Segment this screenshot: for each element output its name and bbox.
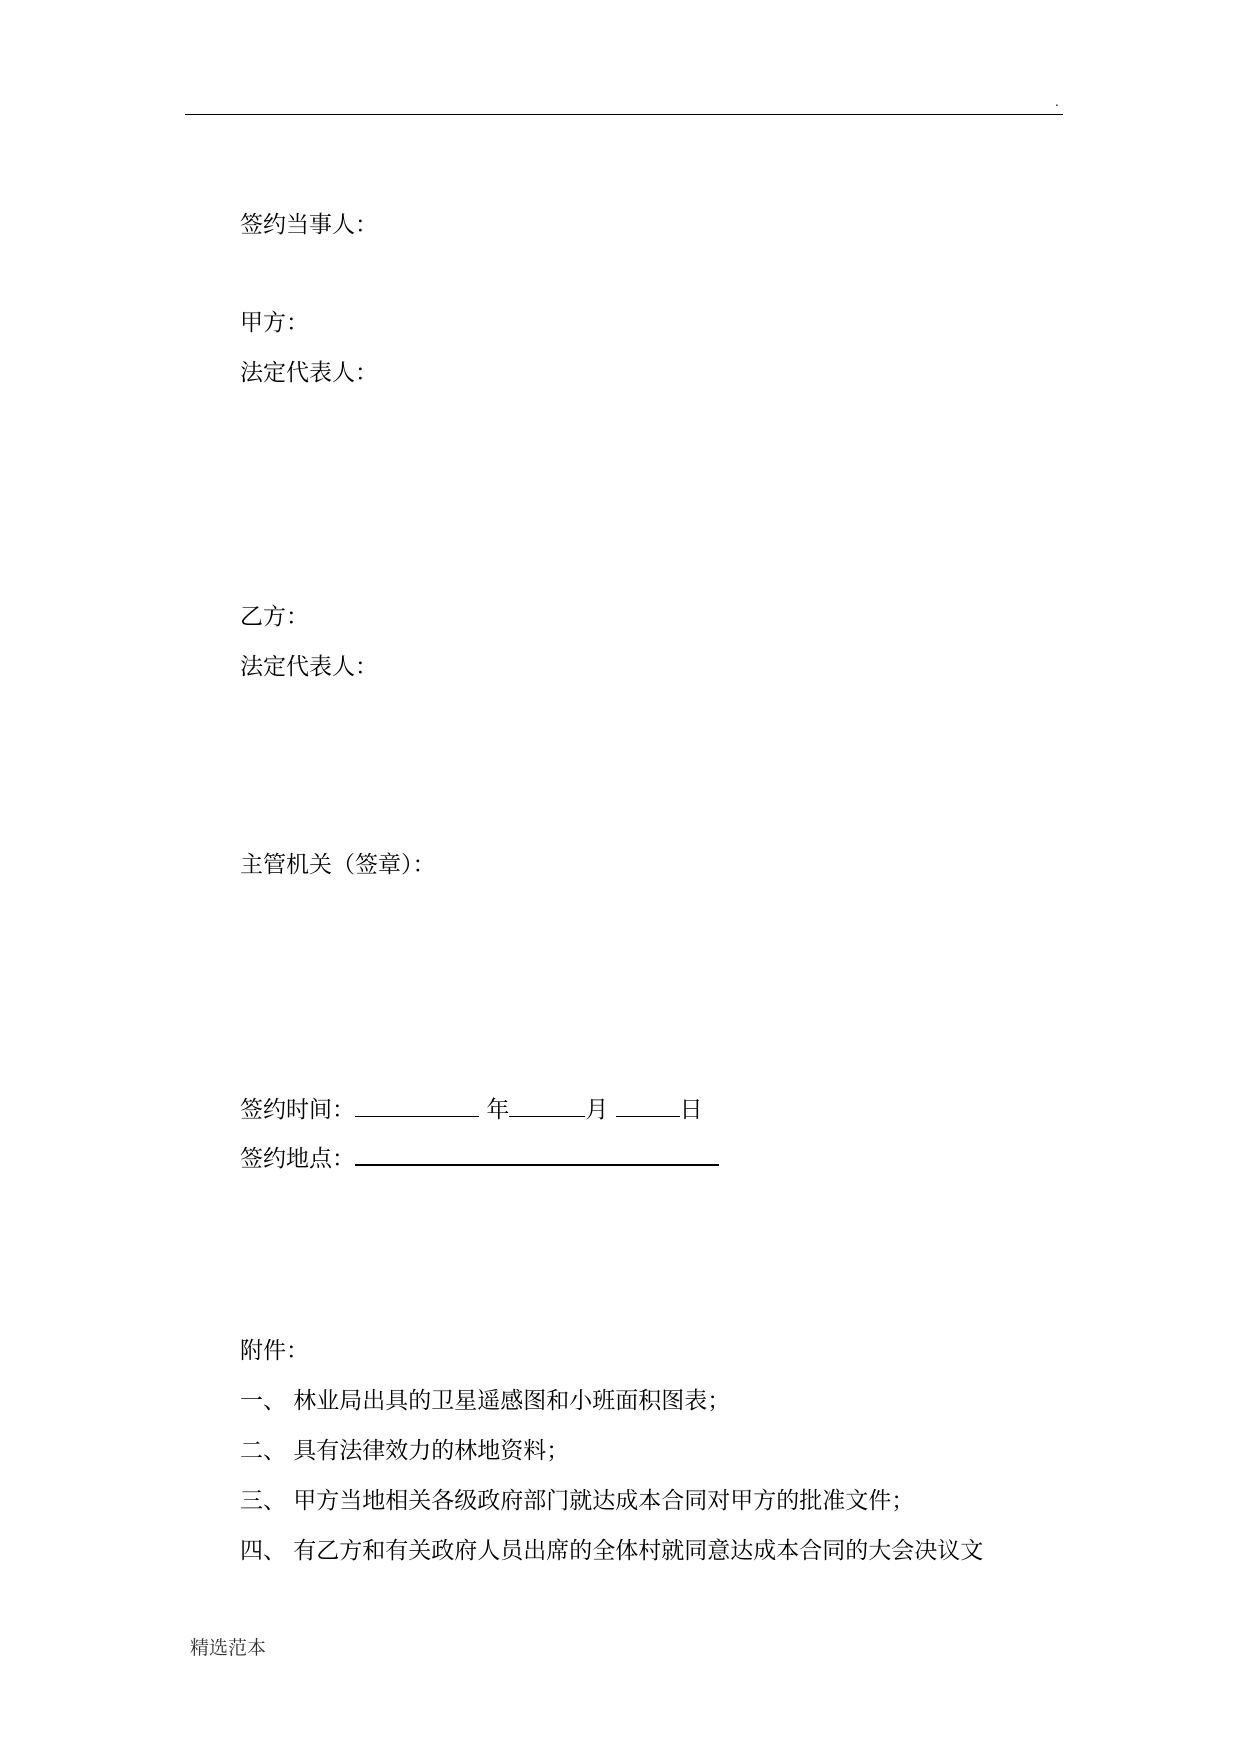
party-a-representative-label: 法定代表人： (240, 360, 378, 386)
signing-time-label: 签约时间： (240, 1097, 355, 1123)
footer-label: 精选范本 (190, 1637, 267, 1659)
header-rule (185, 114, 1063, 115)
attachment-item: 三、 甲方当地相关各级政府部门就达成本合同对甲方的批准文件； (240, 1488, 915, 1514)
attachment-item: 二、 具有法律效力的林地资料； (240, 1438, 570, 1464)
day-label: 日 (679, 1097, 703, 1123)
header-dot: . (1055, 95, 1059, 109)
year-label: 年 (486, 1097, 510, 1123)
party-b-label: 乙方： (240, 604, 309, 630)
month-label: 月 (585, 1097, 609, 1123)
signing-place-label: 签约地点： (240, 1146, 355, 1172)
party-a-label: 甲方： (240, 310, 309, 336)
authority-seal-label: 主管机关（签章）： (240, 852, 436, 878)
attachments-label: 附件： (240, 1338, 309, 1364)
year-blank[interactable] (355, 1094, 479, 1117)
signing-place-row (240, 1142, 719, 1174)
place-blank[interactable] (355, 1142, 719, 1166)
month-blank[interactable] (509, 1094, 585, 1117)
attachment-item: 四、 有乙方和有关政府人员出席的全体村就同意达成本合同的大会决议文 (240, 1538, 984, 1564)
signing-time-row (240, 1094, 703, 1125)
attachment-item: 一、 林业局出具的卫星遥感图和小班面积图表； (240, 1388, 731, 1414)
parties-label: 签约当事人： (240, 212, 378, 238)
party-b-representative-label: 法定代表人： (240, 654, 378, 680)
day-blank[interactable] (616, 1094, 680, 1117)
